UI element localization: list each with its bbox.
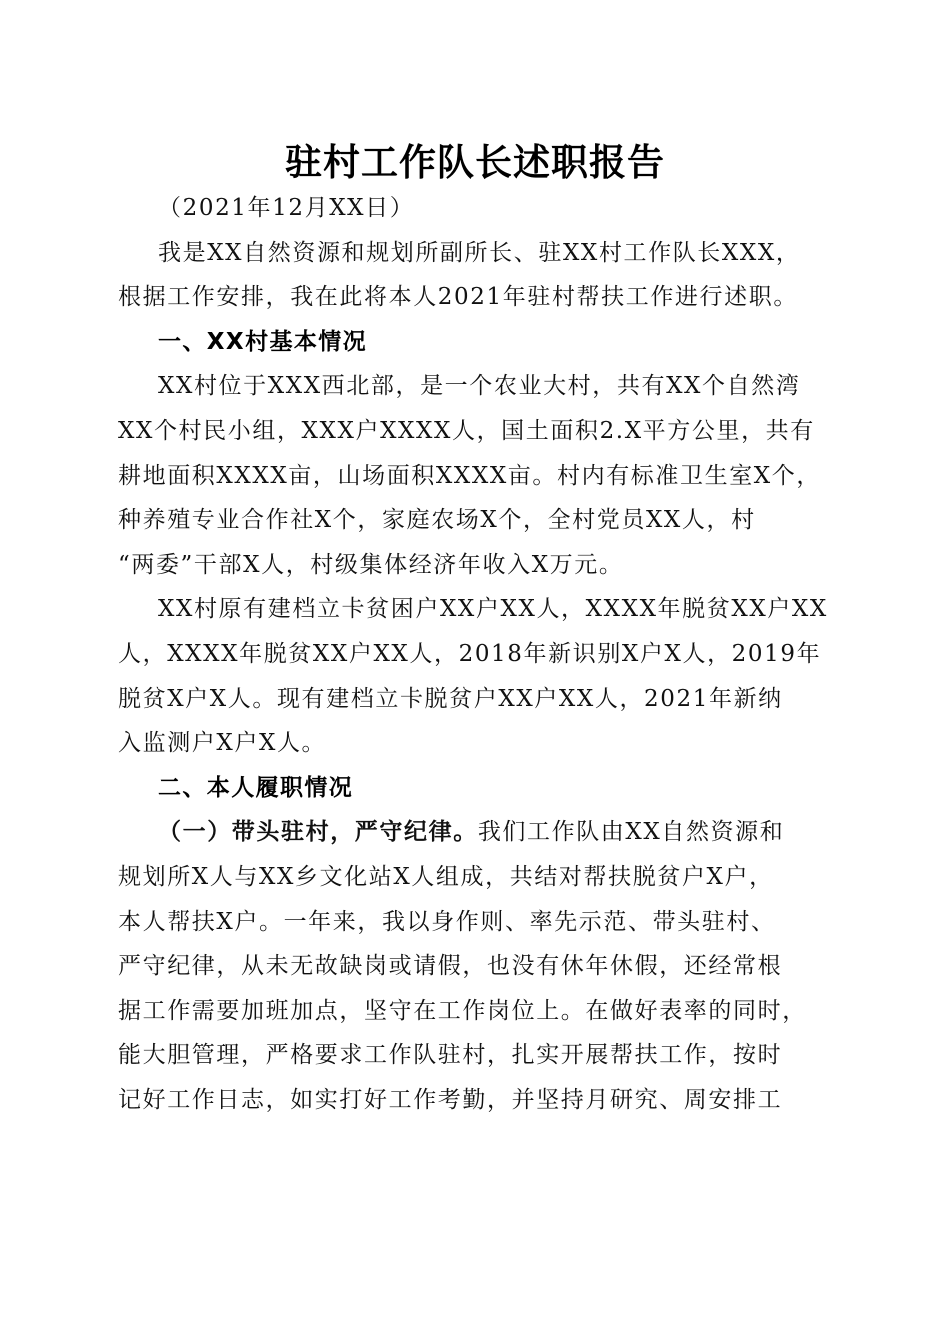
intro-line: 根据工作安排，我在此将本人2021年驻村帮扶工作进行述职。 [118, 284, 798, 311]
paragraph-line: 脱贫X户X人。现有建档立卡脱贫户XX户XX人，2021年新纳 [118, 685, 783, 712]
section-heading-basic-info: 一、XX村基本情况 [158, 328, 368, 355]
paragraph-line: 能大胆管理，严格要求工作队驻村，扎实开展帮扶工作，按时 [118, 1042, 783, 1069]
subsection-label: （一）带头驻村，严守纪律。 [158, 818, 478, 846]
intro-line: 我是XX自然资源和规划所副所长、驻XX村工作队长XXX， [158, 239, 801, 266]
paragraph-line: XX村位于XXX西北部，是一个农业大村，共有XX个自然湾 [158, 373, 801, 400]
section-heading-duties: 二、本人履职情况 [158, 774, 354, 801]
report-date: （2021年12月XX日） [158, 195, 415, 221]
paragraph-line: 严守纪律，从未无故缺岗或请假，也没有休年休假，还经常根 [118, 953, 783, 980]
document-body [118, 186, 838, 1122]
paragraph-line: “两委”干部X人，村级集体经济年收入X万元。 [118, 551, 624, 578]
paragraph-text: 我们工作队由XX自然资源和 [477, 819, 785, 846]
paragraph-line: 本人帮扶X户。一年来，我以身作则、率先示范、带头驻村、 [118, 908, 776, 935]
document-title: 驻村工作队长述职报告 [285, 140, 665, 184]
paragraph-line: XX村原有建档立卡贫困户XX户XX人，XXXX年脱贫XX户XX [158, 596, 828, 623]
paragraph-line: XX个村民小组，XXX户XXXX人，国土面积2.X平方公里，共有 [118, 417, 815, 444]
paragraph-line: 耕地面积XXXX亩，山场面积XXXX亩。村内有标准卫生室X个， [118, 462, 821, 489]
paragraph-line: 人，XXXX年脱贫XX户XX人，2018年新识别X户X人，2019年 [118, 640, 822, 667]
paragraph-line: 入监测户X户X人。 [118, 730, 327, 757]
paragraph-line: 记好工作日志，如实打好工作考勤，并坚持月研究、周安排工 [118, 1086, 783, 1113]
paragraph-line [118, 810, 838, 855]
paragraph-line: 种养殖专业合作社X个，家庭农场X个，全村党员XX人，村 [118, 507, 756, 534]
paragraph-line: 规划所X人与XX乡文化站X人组成，共结对帮扶脱贫户X户， [118, 863, 774, 890]
paragraph-line: 据工作需要加班加点，坚守在工作岗位上。在做好表率的同时， [118, 997, 807, 1024]
